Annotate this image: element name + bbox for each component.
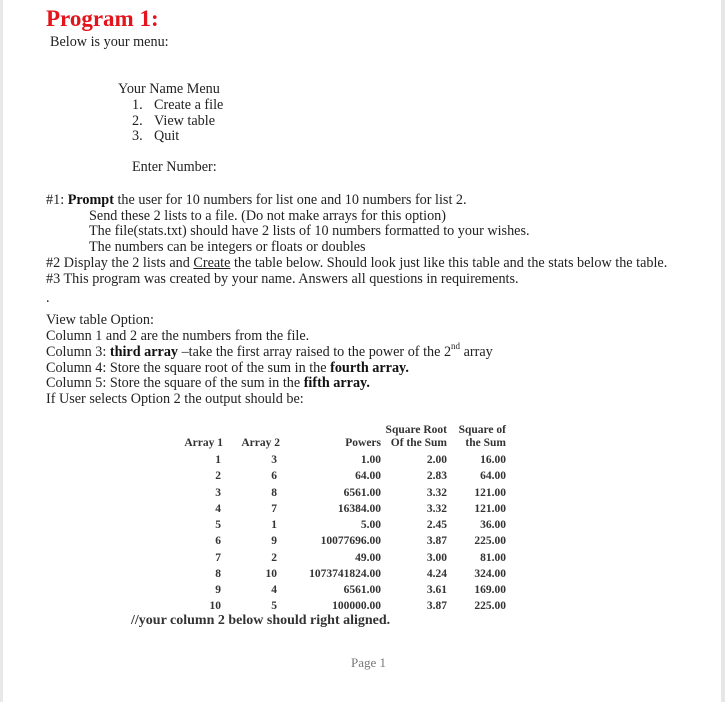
cell-array1: 9 [215,584,221,596]
menu-item-number: 3. [132,128,143,144]
cell-powers: 1073741824.00 [309,568,381,580]
req1-rest: the user for 10 numbers for list one and 10 numbers for list 2. [113,192,467,208]
header-sqrt-top: Square Root [385,424,447,436]
cell-square: 225.00 [474,535,506,547]
menu-item-number: 2. [132,113,143,129]
cell-array2: 6 [271,470,277,482]
cell-sqrt: 2.00 [426,454,447,466]
cell-sqrt: 3.87 [426,600,447,612]
cell-square: 64.00 [480,470,506,482]
cell-sqrt: 3.00 [426,552,447,564]
header-sqrt-bottom: Of the Sum [390,437,447,449]
cell-array2: 9 [271,535,277,547]
alignment-note: //your column 2 below should right aligned. [131,613,391,628]
cell-powers: 6561.00 [343,487,381,499]
col5-prefix: Column 5: Store the square of the sum in the [46,375,304,391]
menu-prompt: Enter Number: [132,159,217,175]
cell-array2: 8 [271,487,277,499]
cell-square: 169.00 [474,584,506,596]
col4-bold: fourth array. [330,360,409,376]
header-array1: Array 1 [184,437,223,449]
req1-bold: Prompt [67,192,114,208]
req1-sub-2: The file(stats.txt) should have 2 lists of 10 numbers formatted to your wishes. [89,223,530,239]
cell-square: 225.00 [474,600,506,612]
cell-square: 121.00 [474,487,506,499]
cell-array2: 4 [271,584,277,596]
cell-square: 16.00 [480,454,506,466]
cell-array1: 1 [215,454,221,466]
req1-sub-3: The numbers can be integers or floats or doubles [89,239,366,255]
cell-array1: 2 [215,470,221,482]
menu-item-label: View table [154,113,215,129]
cell-sqrt: 2.45 [426,519,447,531]
col4-prefix: Column 4: Store the square root of the sum in the [46,360,331,376]
col3-end: array [460,344,493,360]
header-powers: Powers [345,437,381,449]
req2-rest: the table below. Should look just like this table and the stats below the table. [230,255,668,271]
req2-prefix: #2 Display the 2 lists and [46,255,194,271]
menu-item-label: Create a file [154,97,224,113]
cell-powers: 6561.00 [343,584,381,596]
header-array2: Array 2 [241,437,280,449]
col5-bold: fifth array. [303,375,370,391]
req2-underlined: Create [193,255,231,271]
cell-sqrt: 4.24 [426,568,447,580]
cell-array2: 7 [271,503,277,515]
cell-powers: 100000.00 [332,600,381,612]
cell-powers: 1.00 [360,454,381,466]
cell-powers: 10077696.00 [320,535,381,547]
cell-array1: 3 [215,487,221,499]
cell-array1: 10 [209,600,221,612]
page-title: Program 1: [46,6,159,31]
req1-sub-1: Send these 2 lists to a file. (Do not make arrays for this option) [89,208,446,224]
req1-prefix: #1: [46,192,68,208]
cell-array1: 5 [215,519,221,531]
cell-square: 121.00 [474,503,506,515]
header-sq-bottom: the Sum [465,437,506,449]
cell-sqrt: 3.61 [426,584,447,596]
view-col12: Column 1 and 2 are the numbers from the file. [46,328,310,344]
cell-array1: 8 [215,568,221,580]
cell-powers: 64.00 [355,470,381,482]
view-heading: View table Option: [46,312,154,328]
cell-array1: 6 [215,535,221,547]
cell-array2: 3 [271,454,277,466]
view-option2: If User selects Option 2 the output should be: [46,391,304,407]
menu-item-number: 1. [132,97,143,113]
cell-array2: 5 [271,600,277,612]
intro-text: Below is your menu: [50,34,169,50]
cell-array1: 4 [215,503,221,515]
cell-array2: 2 [271,552,277,564]
menu-heading: Your Name Menu [118,81,220,97]
stray-dot: . [46,290,50,306]
cell-array1: 7 [215,552,221,564]
cell-sqrt: 3.87 [426,535,447,547]
header-sq-top: Square of [458,424,506,436]
requirement-3: #3 This program was created by your name. Answers all questions in requirements. [46,271,519,287]
page-number: Page 1 [351,655,387,670]
cell-sqrt: 2.83 [426,470,447,482]
cell-array2: 10 [265,568,277,580]
cell-sqrt: 3.32 [426,503,447,515]
col3-mid: –take the first array raised to the power of the 2 [178,344,452,360]
cell-array2: 1 [271,519,277,531]
cell-square: 81.00 [480,552,506,564]
cell-square: 324.00 [474,568,506,580]
cell-sqrt: 3.32 [426,487,447,499]
menu-item-label: Quit [154,128,180,144]
cell-powers: 16384.00 [337,503,381,515]
cell-powers: 5.00 [360,519,381,531]
cell-square: 36.00 [480,519,506,531]
cell-powers: 49.00 [355,552,381,564]
col3-prefix: Column 3: [46,344,110,360]
col3-sup: nd [451,341,461,352]
col3-bold: third array [109,344,179,360]
